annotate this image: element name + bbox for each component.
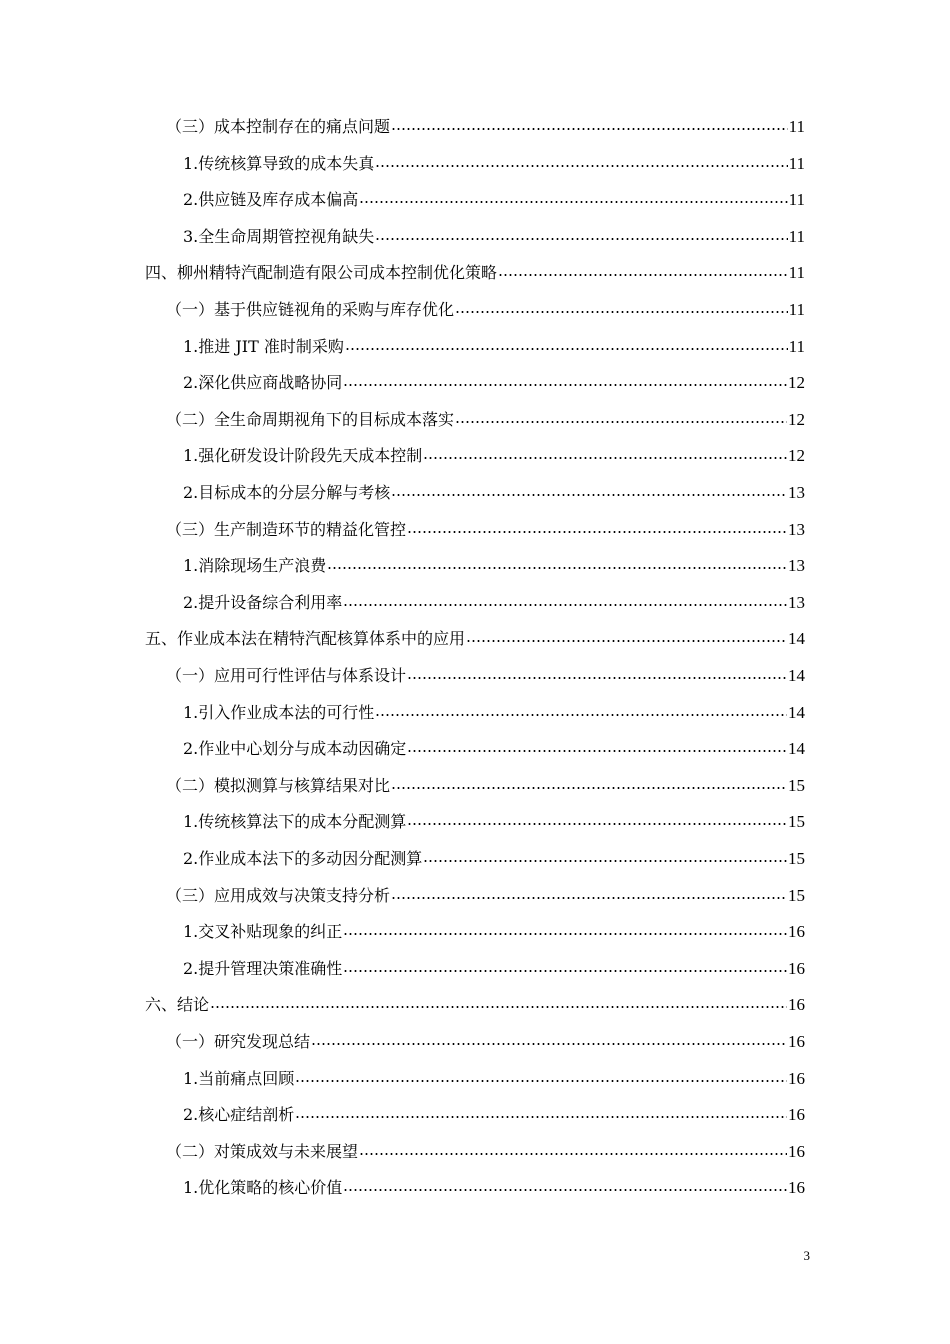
toc-entry-page: 11 <box>788 300 805 319</box>
toc-dot-leader <box>375 161 787 171</box>
toc-entry[interactable] <box>166 293 805 321</box>
toc-entry-page: 14 <box>788 739 805 759</box>
toc-entry-page: 12 <box>788 446 805 466</box>
toc-entry[interactable] <box>166 659 805 687</box>
toc-entry-title: （一）基于供应链视角的采购与库存优化 <box>166 300 455 319</box>
toc-entry-title: 五、作业成本法在精特汽配核算体系中的应用 <box>145 629 466 649</box>
toc-entry-title: 2.核心症结剖析 <box>183 1105 295 1125</box>
toc-dot-leader <box>343 1185 787 1195</box>
toc-entry-page: 16 <box>788 922 805 942</box>
toc-entry[interactable] <box>183 366 805 394</box>
toc-entry-page: 16 <box>788 1141 805 1161</box>
toc-entry[interactable] <box>183 147 805 175</box>
toc-entry[interactable] <box>183 732 805 760</box>
toc-entry[interactable] <box>183 476 805 504</box>
toc-entry-page: 15 <box>788 775 805 795</box>
toc-entry-page: 11 <box>788 263 805 283</box>
toc-entry[interactable] <box>183 696 805 724</box>
toc-entry-title: 1.消除现场生产浪费 <box>183 556 327 576</box>
toc-dot-leader <box>391 893 787 903</box>
toc-entry-title: 1.强化研发设计阶段先天成本控制 <box>183 446 423 466</box>
toc-dot-leader <box>375 710 787 720</box>
toc-entry[interactable] <box>166 110 805 138</box>
toc-entry[interactable] <box>166 1135 805 1163</box>
toc-entry-title: 2.目标成本的分层分解与考核 <box>183 483 391 502</box>
toc-entry-title: 1.传统核算法下的成本分配测算 <box>183 812 407 832</box>
toc-dot-leader <box>295 1112 787 1122</box>
page-number: 3 <box>803 1248 810 1263</box>
toc-entry[interactable] <box>183 330 805 358</box>
toc-entry[interactable] <box>183 1171 805 1199</box>
toc-entry[interactable] <box>183 220 805 248</box>
toc-entry-title: 1.交叉补贴现象的纠正 <box>183 922 343 942</box>
toc-entry[interactable] <box>183 586 805 614</box>
toc-entry-page: 14 <box>788 702 805 722</box>
toc-entry-page: 11 <box>788 226 805 246</box>
toc-entry-title: 1.引入作业成本法的可行性 <box>183 702 375 722</box>
toc-entry-page: 14 <box>788 666 805 685</box>
toc-dot-leader <box>391 124 788 134</box>
toc-dot-leader <box>423 453 787 463</box>
toc-entry-title: 2.提升管理决策准确性 <box>183 958 343 978</box>
toc-entry[interactable] <box>166 1025 805 1053</box>
toc-entry[interactable] <box>166 513 805 541</box>
toc-entry-title: 2.作业成本法下的多动因分配测算 <box>183 849 423 868</box>
toc-entry-page: 16 <box>788 1105 805 1125</box>
toc-entry-page: 13 <box>788 483 805 502</box>
toc-entry-title: 1.当前痛点回顾 <box>183 1068 295 1088</box>
toc-entry-title: 2.作业中心划分与成本动因确定 <box>183 739 407 759</box>
toc-entry-title: 2.深化供应商战略协同 <box>183 373 343 393</box>
toc-dot-leader <box>311 1039 787 1049</box>
toc-entry-title: （三）应用成效与决策支持分析 <box>166 885 391 905</box>
toc-entry[interactable] <box>183 1098 805 1126</box>
toc-entry-title: （一）应用可行性评估与体系设计 <box>166 666 407 685</box>
toc-entry-page: 13 <box>788 592 805 612</box>
toc-entry[interactable] <box>183 439 805 467</box>
toc-entry-title: 四、柳州精特汽配制造有限公司成本控制优化策略 <box>145 263 498 283</box>
toc-entry[interactable] <box>183 915 805 943</box>
toc-dot-leader <box>391 490 787 500</box>
toc-entry-title: （三）成本控制存在的痛点问题 <box>166 117 391 136</box>
toc-entry-title: （二）模拟测算与核算结果对比 <box>166 775 391 795</box>
toc-dot-leader <box>375 234 787 244</box>
toc-entry-page: 11 <box>788 153 805 173</box>
toc-dot-leader <box>423 856 787 866</box>
toc-dot-leader <box>343 380 787 390</box>
toc-entry-title: 2.提升设备综合利用率 <box>183 592 343 612</box>
toc-entry-page: 15 <box>788 885 805 905</box>
toc-entry-page: 16 <box>788 1178 805 1198</box>
toc-entry[interactable] <box>145 622 805 650</box>
toc-dot-leader <box>407 746 787 756</box>
toc-entry[interactable] <box>166 403 805 431</box>
toc-entry-title: （二）对策成效与未来展望 <box>166 1141 359 1161</box>
toc-entry-title: 2.供应链及库存成本偏高 <box>183 190 359 210</box>
toc-dot-leader <box>343 966 787 976</box>
toc-dot-leader <box>210 1002 787 1012</box>
toc-entry-page: 14 <box>788 629 805 649</box>
toc-entry-title: 3.全生命周期管控视角缺失 <box>183 226 375 246</box>
toc-dot-leader <box>345 344 788 354</box>
toc-entry-page: 11 <box>788 117 805 136</box>
toc-entry-page: 16 <box>788 995 805 1015</box>
toc-entry-page: 13 <box>788 556 805 576</box>
toc-entry-page: 13 <box>788 519 805 539</box>
toc-entry[interactable] <box>145 988 805 1016</box>
toc-dot-leader <box>327 563 787 573</box>
toc-entry-page: 11 <box>788 190 805 210</box>
toc-entry[interactable] <box>183 952 805 980</box>
toc-entry-title: （一）研究发现总结 <box>166 1032 311 1051</box>
toc-dot-leader <box>498 270 788 280</box>
toc-dot-leader <box>407 673 787 683</box>
toc-dot-leader <box>343 929 787 939</box>
toc-dot-leader <box>343 600 787 610</box>
toc-entry-title: （三）生产制造环节的精益化管控 <box>166 519 407 539</box>
toc-entry-title: 1.优化策略的核心价值 <box>183 1178 343 1198</box>
toc-entry-page: 12 <box>788 409 805 429</box>
toc-entry[interactable] <box>166 879 805 907</box>
toc-entry-title: 1.传统核算导致的成本失真 <box>183 153 375 173</box>
toc-dot-leader <box>466 636 787 646</box>
toc-entry-title: 六、结论 <box>145 995 210 1015</box>
toc-entry-page: 16 <box>788 1032 805 1051</box>
toc-entry-page: 16 <box>788 1068 805 1088</box>
toc-dot-leader <box>407 819 787 829</box>
toc-dot-leader <box>359 197 787 207</box>
toc-dot-leader <box>295 1076 787 1086</box>
toc-entry[interactable] <box>166 769 805 797</box>
toc-dot-leader <box>407 527 787 537</box>
toc-entry-page: 12 <box>788 373 805 393</box>
toc-entry[interactable] <box>183 842 805 870</box>
toc-entry[interactable] <box>183 1062 805 1090</box>
toc-entry-page: 15 <box>788 849 805 868</box>
toc-entry[interactable] <box>183 805 805 833</box>
toc-dot-leader <box>391 783 787 793</box>
toc-dot-leader <box>359 1149 787 1159</box>
toc-entry-page: 11 <box>788 336 805 356</box>
toc-entry-page: 15 <box>788 812 805 832</box>
toc-entry[interactable] <box>183 549 805 577</box>
toc-entry[interactable] <box>145 256 805 284</box>
toc-entry[interactable] <box>183 183 805 211</box>
toc-entry-page: 16 <box>788 958 805 978</box>
toc-entry-title: （二）全生命周期视角下的目标成本落实 <box>166 409 455 429</box>
toc-dot-leader <box>455 307 788 317</box>
toc-dot-leader <box>455 417 787 427</box>
toc-entry-title: 1.推进 JIT 准时制采购 <box>183 336 344 356</box>
